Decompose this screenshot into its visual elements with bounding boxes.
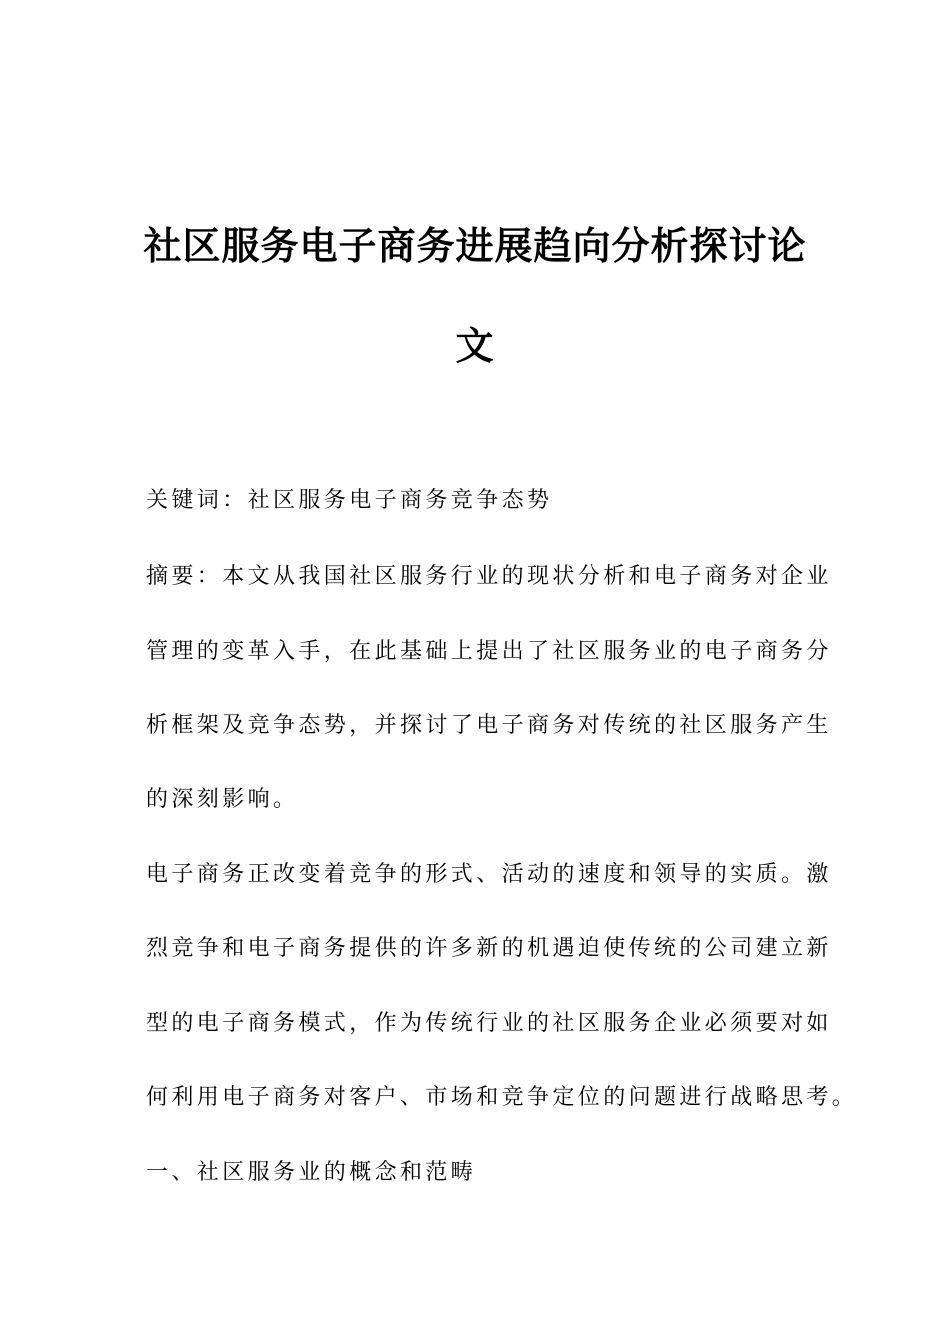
document-title-line-1: 社区服务电子商务进展趋向分析探讨论 xyxy=(143,224,807,268)
abstract-line-3: 析框架及竞争态势，并探讨了电子商务对传统的社区服务产生 xyxy=(146,713,832,738)
intro-line-4: 何利用电子商务对客户、市场和竞争定位的问题进行战略思考。 xyxy=(146,1085,858,1110)
section-heading: 一、社区服务业的概念和范畴 xyxy=(146,1160,477,1185)
abstract-line-4: 的深刻影响。 xyxy=(146,787,299,812)
intro-line-3: 型的电子商务模式，作为传统行业的社区服务企业必须要对如 xyxy=(146,1011,832,1036)
abstract-line-1: 摘要：本文从我国社区服务行业的现状分析和电子商务对企业 xyxy=(146,564,832,589)
abstract-line-2: 管理的变革入手，在此基础上提出了社区服务业的电子商务分 xyxy=(146,639,832,664)
keywords-line: 关键词：社区服务电子商务竞争态势 xyxy=(146,488,553,513)
document-title-line-2: 文 xyxy=(455,324,495,368)
intro-line-1: 电子商务正改变着竞争的形式、活动的速度和领导的实质。激 xyxy=(146,862,832,887)
intro-line-2: 烈竞争和电子商务提供的许多新的机遇迫使传统的公司建立新 xyxy=(146,936,832,961)
